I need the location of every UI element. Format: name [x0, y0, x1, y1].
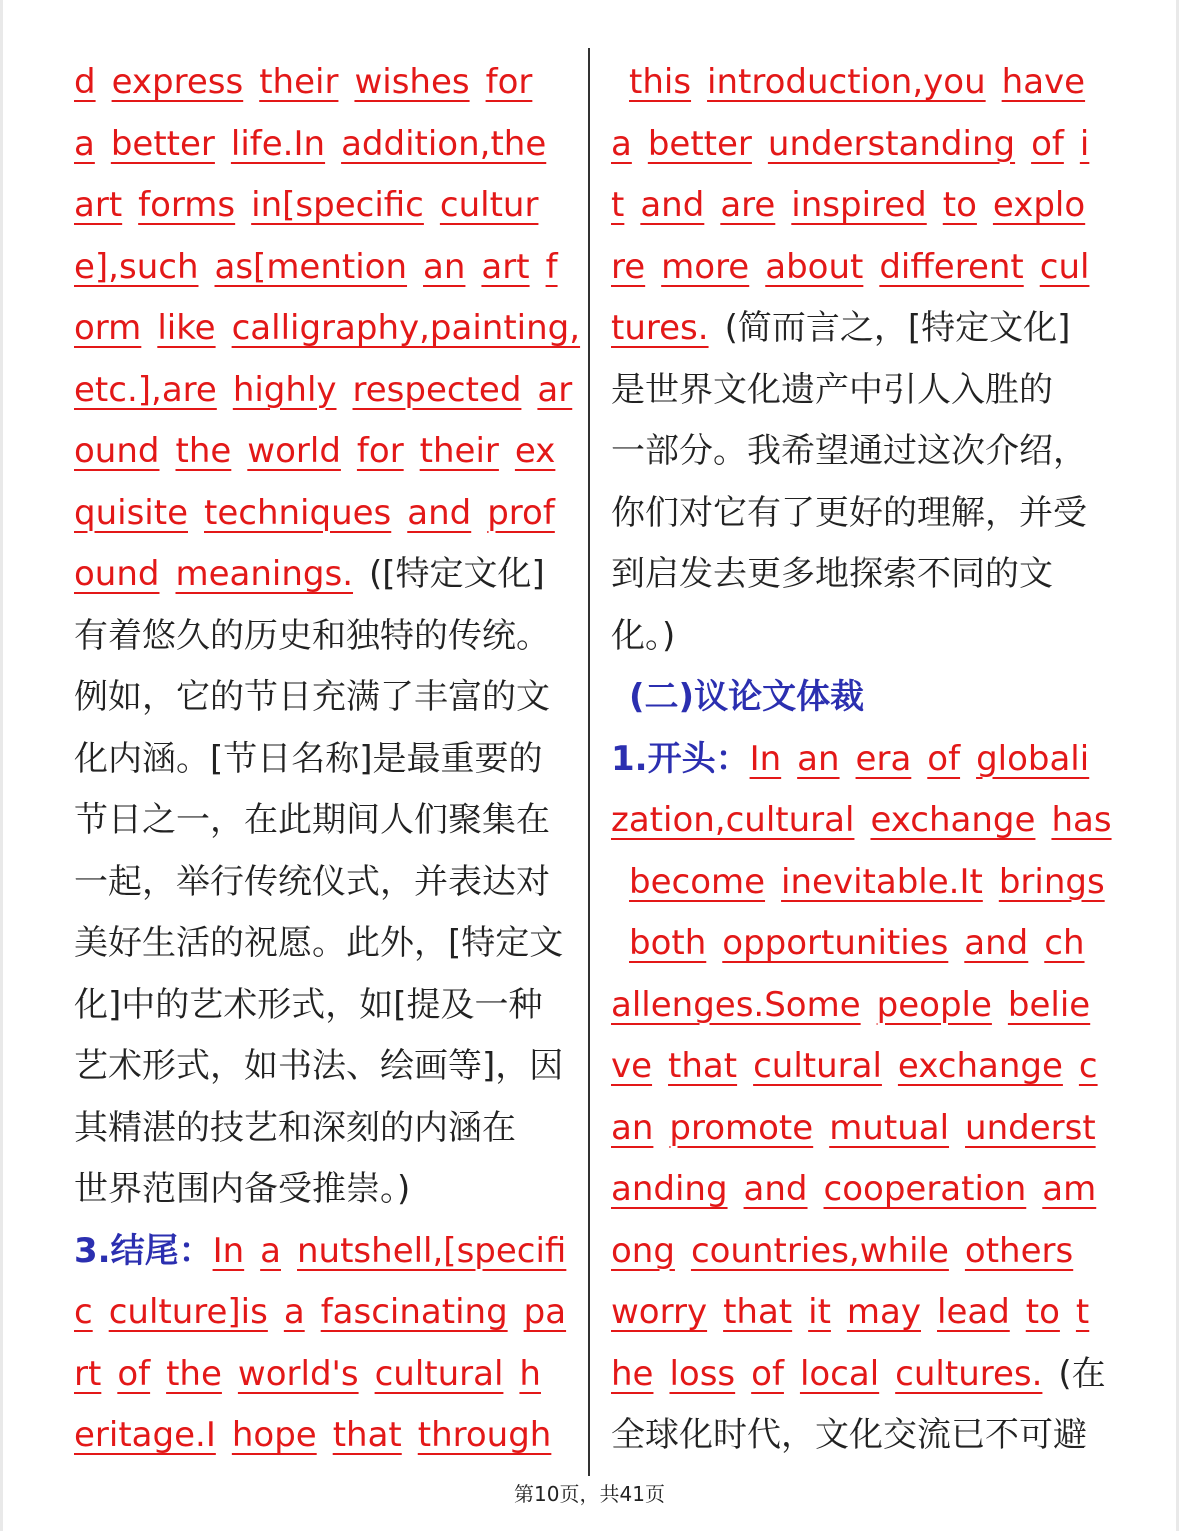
english-word: techniques: [204, 492, 392, 533]
english-sample-text: [611, 1354, 1058, 1394]
english-sample-text: [629, 862, 1121, 902]
section-heading: (二)议论文体裁: [629, 677, 865, 717]
english-word: ve: [611, 1046, 653, 1086]
english-word: t: [611, 185, 625, 225]
english-word: have: [1001, 62, 1086, 102]
text-line: [611, 1344, 1111, 1406]
english-word: mutual: [829, 1107, 950, 1148]
text-line: [74, 360, 574, 422]
english-word: wishes: [354, 62, 470, 102]
english-sample-text: [74, 493, 571, 533]
text-line: [74, 975, 574, 1037]
english-word: lead: [937, 1292, 1010, 1332]
english-sample-text: [611, 308, 725, 348]
english-word: and: [743, 1169, 808, 1209]
english-word: etc.],are: [74, 369, 217, 410]
english-word: rt: [74, 1353, 102, 1394]
text-line: [611, 606, 1111, 668]
english-word: loss: [669, 1353, 736, 1394]
english-word: their: [259, 62, 339, 102]
english-word: cultur: [439, 185, 539, 225]
english-word: may: [846, 1292, 921, 1332]
english-sample-text: [611, 985, 1106, 1025]
english-sample-text: [74, 308, 596, 348]
english-word: allenges.Some: [611, 984, 861, 1025]
english-word: promote: [669, 1107, 814, 1148]
english-word: calligraphy,painting,: [231, 308, 581, 348]
text-line: [74, 729, 574, 791]
text-line: [611, 1282, 1111, 1344]
text-line: [74, 483, 574, 545]
english-word: culture]is: [108, 1292, 268, 1332]
text-line: [74, 421, 574, 483]
chinese-translation: 有着悠久的历史和独特的传统。: [74, 615, 550, 656]
text-line: [74, 1221, 574, 1283]
english-word: has: [1051, 800, 1112, 840]
english-word: and: [964, 923, 1029, 963]
text-line: [74, 1098, 574, 1160]
english-word: the: [175, 431, 232, 471]
english-word: their: [419, 431, 499, 471]
english-word: tures.: [611, 308, 709, 348]
chinese-translation: 美好生活的祝愿。此外，[特定文: [74, 923, 564, 963]
english-word: inevitable.It: [781, 861, 983, 902]
text-line: [74, 790, 574, 852]
english-word: highly: [232, 369, 337, 410]
english-word: it: [808, 1292, 831, 1332]
english-word: addition,the: [341, 123, 547, 164]
english-word: i: [1079, 123, 1090, 164]
english-word: ong: [611, 1230, 675, 1271]
text-line: [74, 52, 574, 114]
english-sample-text: [74, 1415, 567, 1455]
text-line: [74, 1159, 574, 1221]
english-word: d: [74, 62, 96, 102]
text-line: [74, 1282, 574, 1344]
english-word: a: [260, 1230, 281, 1271]
text-line: [611, 1221, 1111, 1283]
english-word: as[mention: [214, 246, 408, 287]
english-word: others: [964, 1230, 1074, 1271]
chinese-translation: 一起，举行传统仪式，并表达对: [74, 861, 550, 902]
english-word: c: [1078, 1046, 1098, 1086]
english-word: e],such: [74, 246, 199, 287]
english-word: of: [751, 1353, 784, 1394]
english-word: cultural: [753, 1046, 882, 1086]
chinese-translation: (简而言之，[特定文化]: [724, 308, 1071, 348]
english-sample-text: [74, 1354, 557, 1394]
english-word: express: [111, 62, 244, 102]
text-line: [74, 237, 574, 299]
text-line: [74, 298, 581, 360]
english-word: that: [723, 1292, 793, 1332]
english-word: the: [166, 1353, 222, 1394]
text-line: [611, 360, 1111, 422]
english-word: to: [942, 185, 977, 225]
chinese-translation: (在: [1058, 1353, 1106, 1394]
chinese-translation: 化。): [611, 615, 676, 656]
english-sample-text: [74, 554, 369, 594]
english-word: he: [611, 1353, 654, 1394]
english-word: for: [356, 431, 404, 471]
english-word: world: [247, 431, 341, 471]
english-word: ar: [537, 369, 573, 410]
english-sample-text: [74, 124, 562, 164]
english-word: and: [407, 492, 472, 533]
english-word: that: [668, 1046, 738, 1086]
english-word: countries,while: [690, 1230, 949, 1271]
english-sample-text: [74, 62, 548, 102]
english-word: ch: [1044, 923, 1085, 963]
english-word: ound: [74, 431, 160, 471]
english-word: c: [74, 1292, 93, 1332]
chinese-translation: 你们对它有了更好的理解，并受: [611, 492, 1087, 533]
chinese-translation: 一部分。我希望通过这次介绍，: [611, 431, 1087, 471]
english-word: this: [629, 62, 692, 102]
english-word: about: [765, 246, 864, 287]
english-word: h: [519, 1353, 541, 1394]
text-line: [74, 1344, 574, 1406]
english-sample-text: [629, 62, 1101, 102]
english-word: globali: [976, 738, 1090, 779]
text-line: [611, 483, 1111, 545]
text-line: [611, 52, 1111, 114]
text-line: [611, 544, 1111, 606]
chinese-translation: ([特定文化]: [369, 554, 545, 594]
english-word: a: [283, 1292, 305, 1332]
english-sample-text: [74, 431, 571, 471]
text-line: [611, 298, 1111, 360]
english-word: an: [797, 738, 840, 779]
english-sample-text: [611, 124, 1105, 164]
english-word: era: [855, 738, 912, 779]
english-word: people: [876, 984, 992, 1025]
english-word: exchange: [870, 800, 1036, 840]
text-line: [611, 852, 1111, 914]
english-word: nutshell,[specifi: [297, 1230, 567, 1271]
english-word: more: [661, 246, 750, 287]
english-word: explo: [992, 185, 1086, 225]
english-sample-text: [611, 185, 1101, 225]
english-word: in[specific: [251, 185, 424, 225]
chinese-translation: 例如，它的节日充满了丰富的文: [74, 677, 550, 717]
chinese-translation: 艺术形式，如书法、绘画等]，因: [74, 1046, 564, 1086]
english-word: understanding: [767, 123, 1016, 164]
english-word: of: [927, 738, 961, 779]
english-word: quisite: [74, 492, 188, 533]
text-line: [611, 1405, 1111, 1467]
english-word: better: [647, 123, 752, 164]
chinese-translation: 到启发去更多地探索不同的文: [611, 554, 1053, 594]
english-word: worry: [611, 1292, 708, 1332]
english-sample-text: [611, 1169, 1112, 1209]
text-line: [74, 1036, 574, 1098]
english-word: cul: [1039, 246, 1090, 287]
english-word: world's: [237, 1353, 359, 1394]
chinese-translation: 全球化时代，文化交流已不可避: [611, 1415, 1087, 1455]
column-divider: [588, 48, 590, 1476]
english-word: local: [799, 1353, 880, 1394]
english-sample-text: [74, 1292, 582, 1332]
english-word: zation,cultural: [611, 800, 855, 840]
text-line: [611, 790, 1111, 852]
section-label: 3.结尾：: [74, 1230, 213, 1271]
text-line: [74, 667, 574, 729]
english-word: and: [640, 185, 705, 225]
english-word: prof: [487, 492, 555, 533]
english-word: like: [157, 308, 216, 348]
text-line: [611, 913, 1111, 975]
english-word: f: [545, 246, 558, 287]
english-sample-text: [611, 1046, 1114, 1086]
english-sample-text: [213, 1231, 583, 1271]
english-word: cultures.: [895, 1353, 1043, 1394]
english-word: orm: [74, 308, 142, 348]
section-label: 1.开头：: [611, 738, 750, 779]
english-word: respected: [352, 369, 522, 410]
english-word: are: [720, 185, 776, 225]
page-edge-left: [0, 0, 3, 1531]
text-line: [74, 1405, 574, 1467]
chinese-translation: 是世界文化遗产中引人入胜的: [611, 369, 1053, 410]
english-word: a: [611, 123, 632, 164]
english-word: anding: [611, 1169, 728, 1209]
english-word: t: [1075, 1292, 1090, 1332]
english-word: for: [485, 62, 533, 102]
english-word: life.In: [230, 123, 326, 164]
text-line: [611, 1036, 1111, 1098]
english-word: belie: [1007, 984, 1091, 1025]
english-word: In: [749, 738, 782, 779]
text-line: [611, 114, 1111, 176]
text-line: [611, 421, 1111, 483]
chinese-translation: 化]中的艺术形式，如[提及一种: [74, 984, 543, 1025]
english-word: ound: [74, 554, 160, 594]
text-line: [74, 606, 574, 668]
chinese-translation: 化内涵。[节日名称]是最重要的: [74, 738, 543, 779]
chinese-translation: 节日之一，在此期间人们聚集在: [74, 800, 550, 840]
english-word: exchange: [897, 1046, 1063, 1086]
english-word: ex: [514, 431, 556, 471]
english-word: re: [611, 246, 646, 287]
english-sample-text: [611, 800, 1128, 840]
english-word: of: [1031, 123, 1064, 164]
english-word: a: [74, 123, 95, 164]
english-sample-text: [74, 247, 574, 287]
english-word: art: [74, 185, 123, 225]
english-word: cultural: [374, 1353, 504, 1394]
text-line: [611, 975, 1111, 1037]
english-word: introduction,you: [707, 62, 986, 102]
english-sample-text: [74, 370, 588, 410]
english-word: In: [212, 1230, 245, 1271]
english-word: to: [1025, 1292, 1060, 1332]
english-word: eritage.I: [74, 1415, 216, 1455]
english-word: fascinating: [320, 1292, 508, 1332]
text-line: [74, 852, 574, 914]
english-sample-text: [611, 1108, 1112, 1148]
english-sample-text: [611, 1231, 1089, 1271]
english-word: an: [611, 1107, 654, 1148]
english-word: an: [423, 246, 466, 287]
english-word: opportunities: [722, 923, 949, 963]
text-line: [74, 913, 574, 975]
page-number: 第10页，共41页: [514, 1482, 665, 1506]
english-word: art: [481, 246, 530, 287]
left-column: [74, 52, 581, 1467]
english-word: that: [332, 1415, 402, 1455]
english-word: through: [417, 1415, 552, 1455]
chinese-translation: 其精湛的技艺和深刻的内涵在: [74, 1107, 516, 1148]
text-line: [74, 114, 574, 176]
english-word: become: [629, 861, 766, 902]
english-sample-text: [750, 739, 1106, 779]
text-line: [611, 1159, 1111, 1221]
text-line: [611, 175, 1111, 237]
english-sample-text: [611, 1292, 1105, 1332]
english-word: am: [1042, 1169, 1097, 1209]
text-line: [74, 544, 574, 606]
text-line: [611, 729, 1111, 791]
english-word: both: [629, 923, 707, 963]
english-word: pa: [523, 1292, 567, 1332]
english-word: forms: [138, 185, 236, 225]
english-sample-text: [611, 247, 1105, 287]
english-word: underst: [965, 1107, 1096, 1148]
english-sample-text: [74, 185, 554, 225]
english-word: different: [879, 246, 1024, 287]
english-word: inspired: [791, 185, 927, 225]
english-word: better: [110, 123, 215, 164]
english-word: hope: [231, 1415, 317, 1455]
right-column: [611, 52, 1111, 1467]
english-word: cooperation: [823, 1169, 1027, 1209]
text-line: [611, 237, 1111, 299]
chinese-translation: 世界范围内备受推崇。): [74, 1169, 411, 1209]
english-sample-text: [629, 923, 1101, 963]
english-word: brings: [998, 861, 1105, 902]
text-line: [611, 1098, 1111, 1160]
text-line: [74, 175, 574, 237]
english-word: of: [117, 1353, 151, 1394]
english-word: meanings.: [175, 554, 354, 594]
